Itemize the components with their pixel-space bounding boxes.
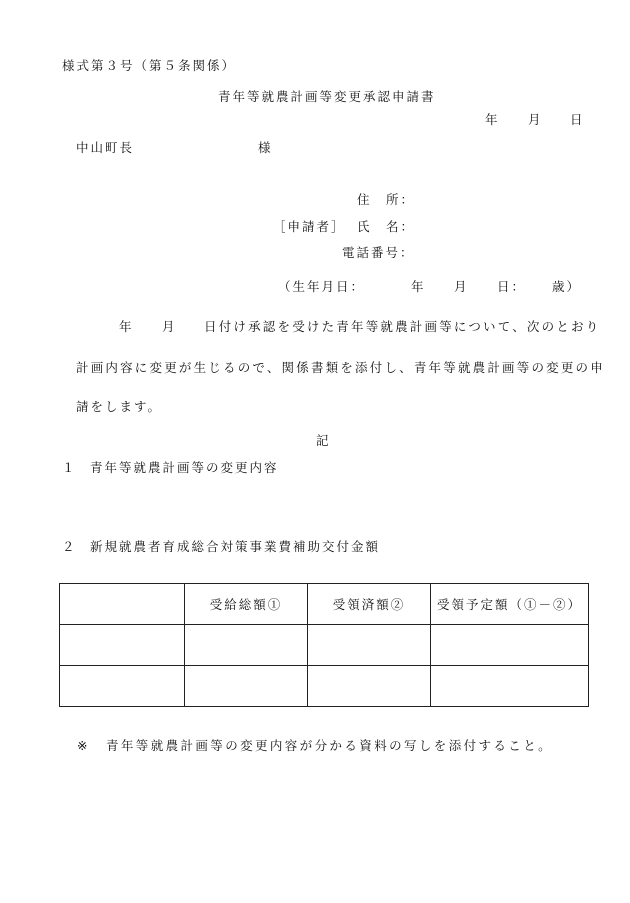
birth-open: （生年月日：	[278, 279, 366, 294]
table-cell[interactable]	[185, 625, 308, 666]
applicant-bracket-label: ［申請者］	[273, 219, 346, 234]
address-label: 住 所：	[357, 192, 416, 207]
addressee-honorific: 様	[258, 140, 273, 155]
phone-label: 電話番号：	[342, 245, 415, 260]
name-label: 氏 名：	[357, 219, 416, 234]
header-already-received: 受領済額②	[308, 584, 431, 625]
birth-day: 日：	[497, 279, 527, 294]
table-cell[interactable]	[185, 666, 308, 707]
table-row	[60, 625, 589, 666]
body-year: 年	[119, 319, 134, 334]
birth-month: 月	[454, 279, 469, 294]
section-2-number: ２	[62, 539, 77, 554]
date-year: 年	[485, 112, 500, 127]
body-line1: 日付け承認を受けた青年等就農計画等について、次のとおり	[204, 319, 601, 334]
date-day: 日	[570, 112, 585, 127]
body-line3: 請をします。	[76, 399, 163, 414]
table-cell[interactable]	[60, 625, 185, 666]
table-row	[60, 666, 589, 707]
birth-age: 歳）	[552, 279, 582, 294]
table-cell[interactable]	[431, 666, 589, 707]
date-month: 月	[528, 112, 543, 127]
section-2-title: 新規就農者育成総合対策事業費補助交付金額	[90, 539, 381, 554]
header-scheduled-receipt: 受領予定額（①－②）	[431, 584, 589, 625]
addressee-name: 中山町長	[76, 140, 135, 155]
grant-amount-table	[59, 583, 589, 707]
ki-heading: 記	[316, 433, 331, 448]
table-cell[interactable]	[308, 625, 431, 666]
footnote-mark: ※	[77, 738, 90, 753]
document-title: 青年等就農計画等変更承認申請書	[218, 89, 436, 104]
form-number: 様式第３号（第５条関係）	[62, 58, 237, 73]
section-1-title: 青年等就農計画等の変更内容	[90, 460, 279, 475]
body-line2: 計画内容に変更が生じるので、関係書類を添付し、青年等就農計画等の変更の申	[76, 360, 605, 375]
footnote-text: 青年等就農計画等の変更内容が分かる資料の写しを添付すること。	[106, 738, 554, 753]
table-cell[interactable]	[431, 625, 589, 666]
body-month: 月	[162, 319, 177, 334]
birth-year: 年	[411, 279, 426, 294]
table-cell[interactable]	[60, 666, 185, 707]
table-cell[interactable]	[308, 666, 431, 707]
header-total-received: 受給総額①	[185, 584, 308, 625]
section-1-number: １	[62, 460, 77, 475]
table-header-row	[60, 584, 589, 625]
header-blank	[60, 584, 185, 625]
